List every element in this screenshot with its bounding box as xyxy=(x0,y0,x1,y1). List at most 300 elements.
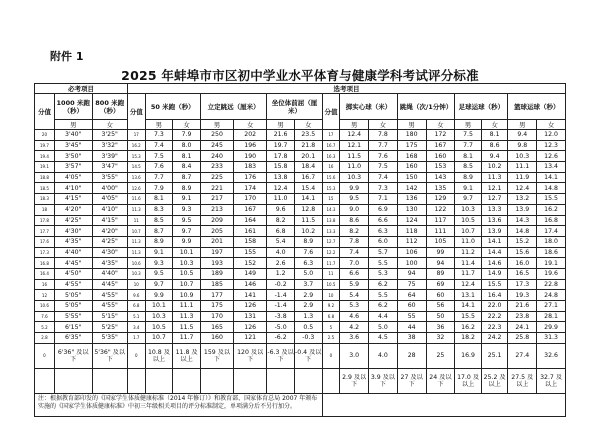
value-cell: 209 xyxy=(200,215,233,226)
value-cell: 5.0 xyxy=(369,322,398,333)
value-cell: 4'15" xyxy=(54,194,92,205)
table-row xyxy=(35,226,566,237)
value-cell: 175 xyxy=(200,301,233,312)
value-cell: 4.5 xyxy=(369,333,398,344)
value-cell: 15.8 xyxy=(267,162,295,173)
table-row xyxy=(35,268,566,279)
score-cell: 17.7 xyxy=(35,226,55,237)
score-cell: 17.3 xyxy=(35,247,55,258)
table-row xyxy=(35,162,566,173)
value-cell: 32.6 xyxy=(537,343,566,368)
value-cell: 135 xyxy=(426,183,455,194)
table-note: 注：根据教育部印发的《国家学生体质健康标准（2014 年修订）》和教育部、国家体育总局 2007 年颁布实施的《国家学生体质健康标准》中初三年级相关项目的评分标准制定，单项满分后不另行加分。 xyxy=(35,393,323,416)
value-cell: 175 xyxy=(397,140,426,151)
gender-label: 女 xyxy=(92,120,127,130)
value-cell: 197 xyxy=(200,247,233,258)
value-cell: 11.7 xyxy=(455,268,482,279)
value-cell: 75 xyxy=(397,279,426,290)
value-cell: 106 xyxy=(397,247,426,258)
value-cell: 4'45" xyxy=(92,279,127,290)
value-cell: 6.6 xyxy=(369,215,398,226)
value-cell: 22.2 xyxy=(481,311,508,322)
value-cell: 14.6 xyxy=(481,258,508,269)
value-cell: 7.7 xyxy=(369,140,398,151)
value-cell: 126 xyxy=(234,322,267,333)
value-cell: 190 xyxy=(234,151,267,162)
value-cell: 11.0 xyxy=(267,194,295,205)
value-cell: 160 xyxy=(200,333,233,344)
value-cell: 0.5 xyxy=(294,322,322,333)
value-cell: 55 xyxy=(397,311,426,322)
score-cell: 15.6 xyxy=(322,172,340,183)
score-cell: 13.8 xyxy=(322,215,340,226)
value-cell: 25.1 xyxy=(481,343,508,368)
value-cell: 4'00" xyxy=(92,183,127,194)
value-cell: 3'57" xyxy=(54,162,92,173)
value-cell: 7.9 xyxy=(173,130,201,141)
value-cell: 9.0 xyxy=(340,204,369,215)
value-cell: 14.4 xyxy=(481,247,508,258)
value-cell: 28 xyxy=(397,343,426,368)
score-cell: 10.7 xyxy=(127,226,145,237)
score-cell: 0 xyxy=(35,343,55,368)
value-cell: 6.2 xyxy=(369,301,398,312)
score-cell: 11.3 xyxy=(127,204,145,215)
value-cell: 8.6 xyxy=(340,215,369,226)
score-cell: 6.8 xyxy=(127,301,145,312)
value-cell: 8.6 xyxy=(481,140,508,151)
value-cell: 126 xyxy=(234,301,267,312)
value-cell: 10.2 xyxy=(294,226,322,237)
value-cell: -1.4 xyxy=(267,301,295,312)
value-cell: 24.2 xyxy=(481,333,508,344)
value-cell: 3.7 xyxy=(294,279,322,290)
value-cell: 4'05" xyxy=(92,194,127,205)
score-cell: 9.2 xyxy=(322,301,340,312)
value-cell: 5.9 xyxy=(340,279,369,290)
value-cell xyxy=(200,368,233,393)
value-cell: 5.5 xyxy=(369,290,398,301)
value-cell: 7.4 xyxy=(145,140,173,151)
value-cell: 12.4 xyxy=(267,183,295,194)
value-cell: 2.9 及以下 xyxy=(340,368,369,393)
value-cell: 24 及以下 xyxy=(426,368,455,393)
value-cell: 50 xyxy=(426,311,455,322)
value-cell: 9.4 xyxy=(508,130,537,141)
score-cell: 12.2 xyxy=(322,247,340,258)
table-row xyxy=(35,258,566,269)
value-cell: 12.3 xyxy=(537,140,566,151)
value-cell: 221 xyxy=(200,183,233,194)
attachment-label: 附件 1 xyxy=(50,50,84,63)
value-cell: 4'40" xyxy=(54,247,92,258)
score-cell: 12.6 xyxy=(127,183,145,194)
value-cell: 99 xyxy=(426,247,455,258)
value-cell: 9.9 xyxy=(340,183,369,194)
value-cell: -0.4 及以下 xyxy=(294,343,322,368)
value-cell: 8.5 xyxy=(455,162,482,173)
value-cell: 9.5 xyxy=(145,268,173,279)
value-cell: 170 xyxy=(234,194,267,205)
value-cell: 213 xyxy=(200,204,233,215)
value-cell: 8.7 xyxy=(173,172,201,183)
value-cell: 136 xyxy=(397,194,426,205)
value-cell: 7.5 xyxy=(145,151,173,162)
score-cell: 18.8 xyxy=(35,172,55,183)
value-cell: 25.8 xyxy=(508,333,537,344)
value-cell: 12.4 xyxy=(340,130,369,141)
value-cell: 9.5 xyxy=(340,194,369,205)
score-cell: 6.8 xyxy=(322,311,340,322)
value-cell: 12.1 xyxy=(340,140,369,151)
value-cell: 19.6 xyxy=(537,268,566,279)
value-cell: 5'05" xyxy=(54,290,92,301)
value-cell: 4'55" xyxy=(92,290,127,301)
value-cell: 14.1 xyxy=(455,301,482,312)
value-cell: 143 xyxy=(426,172,455,183)
value-cell: 56 xyxy=(426,301,455,312)
value-cell: 9.1 xyxy=(145,247,173,258)
value-cell: 27.4 xyxy=(508,343,537,368)
value-cell: 149 xyxy=(234,268,267,279)
value-cell: 14.8 xyxy=(508,226,537,237)
value-cell: 4.2 xyxy=(340,322,369,333)
score-cell: 5 xyxy=(322,322,340,333)
value-cell: 4.4 xyxy=(369,311,398,322)
score-cell: 16.7 xyxy=(322,140,340,151)
value-cell: 165 xyxy=(200,322,233,333)
value-cell: 9.7 xyxy=(145,279,173,290)
score-cell: 10 xyxy=(127,279,145,290)
value-cell: 60 xyxy=(426,290,455,301)
value-cell: 3'55" xyxy=(92,172,127,183)
score-cell: 11.7 xyxy=(322,258,340,269)
score-cell: 3.4 xyxy=(127,322,145,333)
value-cell: 3'47" xyxy=(92,162,127,173)
value-cell: 8.1 xyxy=(145,194,173,205)
value-cell: 10.7 xyxy=(173,279,201,290)
value-cell: 3'32" xyxy=(92,140,127,151)
value-cell: 4'30" xyxy=(54,226,92,237)
score-cell: 16.2 xyxy=(127,140,145,151)
value-cell: 4'15" xyxy=(92,215,127,226)
score-cell: 16 xyxy=(35,279,55,290)
score-cell: 7.6 xyxy=(35,311,55,322)
table-row xyxy=(35,368,566,393)
score-cell: 16.3 xyxy=(322,151,340,162)
value-cell: 7.6 xyxy=(294,247,322,258)
value-cell: 29.9 xyxy=(537,322,566,333)
value-cell: 9.9 xyxy=(145,290,173,301)
value-cell: 8.1 xyxy=(455,151,482,162)
value-cell: 5.3 xyxy=(369,268,398,279)
value-cell: 11.4 xyxy=(455,258,482,269)
header-basketball: 篮球运球（秒） xyxy=(508,94,566,120)
score-cell: 5.2 xyxy=(35,322,55,333)
score-cell: 18.5 xyxy=(35,183,55,194)
value-cell: 160 xyxy=(397,162,426,173)
value-cell: -5.0 xyxy=(267,322,295,333)
table-row xyxy=(35,151,566,162)
scoring-table xyxy=(34,83,566,417)
value-cell: 9.1 xyxy=(173,194,201,205)
score-cell: 10.5 xyxy=(322,279,340,290)
value-cell: 9.4 xyxy=(481,151,508,162)
header-rope: 跳绳（次/1分钟） xyxy=(397,94,455,120)
section-required: 必考项目 xyxy=(35,84,128,94)
gender-label: 男 xyxy=(267,120,295,130)
value-cell: 5'05" xyxy=(54,301,92,312)
score-cell: 16 xyxy=(322,162,340,173)
value-cell: 225 xyxy=(200,172,233,183)
score-cell: 10.6 xyxy=(35,301,55,312)
value-cell: 152 xyxy=(234,258,267,269)
table-row xyxy=(35,343,566,368)
value-cell: 27 及以下 xyxy=(397,368,426,393)
value-cell: 4'20" xyxy=(54,204,92,215)
score-cell xyxy=(127,368,145,393)
value-cell: 240 xyxy=(200,151,233,162)
value-cell: 16.2 xyxy=(537,204,566,215)
value-cell: 161 xyxy=(234,226,267,237)
value-cell: -3.8 xyxy=(267,311,295,322)
value-cell: 4'25" xyxy=(92,236,127,247)
value-cell: 21.6 xyxy=(267,130,295,141)
value-cell: 7.4 xyxy=(369,172,398,183)
header-score-elective-2: 分值 xyxy=(322,94,340,130)
value-cell: -6.3 及以下 xyxy=(267,343,295,368)
value-cell: 120 及以下 xyxy=(234,343,267,368)
score-cell: 9.6 xyxy=(127,290,145,301)
gender-label: 女 xyxy=(369,120,398,130)
table-row xyxy=(35,130,566,141)
value-cell: 129 xyxy=(426,194,455,205)
value-cell: 22.3 xyxy=(481,322,508,333)
value-cell: 7.7 xyxy=(455,140,482,151)
value-cell: 94 xyxy=(426,258,455,269)
score-cell: 2.8 xyxy=(35,333,55,344)
value-cell xyxy=(173,368,201,393)
value-cell: 160 xyxy=(426,151,455,162)
header-long-jump: 立定跳远（厘米） xyxy=(200,94,266,120)
value-cell: 21.8 xyxy=(294,140,322,151)
value-cell: 167 xyxy=(426,140,455,151)
value-cell: 172 xyxy=(426,130,455,141)
table-row xyxy=(35,290,566,301)
value-cell: 100 xyxy=(397,258,426,269)
score-cell: 2.5 xyxy=(322,333,340,344)
value-cell: 196 xyxy=(234,140,267,151)
value-cell: 15.5 xyxy=(455,311,482,322)
value-cell: 7.6 xyxy=(369,151,398,162)
value-cell: 1.3 xyxy=(294,311,322,322)
score-cell: 15.3 xyxy=(127,151,145,162)
header-score: 分值 xyxy=(35,94,55,130)
value-cell: 1.2 xyxy=(267,268,295,279)
score-cell: 11.3 xyxy=(127,236,145,247)
value-cell: -1.4 xyxy=(267,290,295,301)
value-cell: 12.8 xyxy=(294,204,322,215)
value-cell: 6.0 xyxy=(369,236,398,247)
value-cell: 7.6 xyxy=(145,162,173,173)
value-cell: 8.9 xyxy=(145,236,173,247)
value-cell: 11.5 xyxy=(294,215,322,226)
value-cell: 3'45" xyxy=(54,140,92,151)
value-cell: 183 xyxy=(234,162,267,173)
value-cell: 177 xyxy=(200,290,233,301)
value-cell: 32 xyxy=(426,333,455,344)
value-cell: 7.5 xyxy=(455,130,482,141)
value-cell: 13.8 xyxy=(267,172,295,183)
value-cell: 3.9 及以下 xyxy=(369,368,398,393)
value-cell: 5'25" xyxy=(92,322,127,333)
value-cell: 250 xyxy=(200,130,233,141)
score-cell: 0 xyxy=(322,343,340,368)
value-cell: 7.0 xyxy=(340,258,369,269)
value-cell: 14.1 xyxy=(537,172,566,183)
score-cell: 16.4 xyxy=(35,268,55,279)
value-cell: 3.6 xyxy=(340,333,369,344)
value-cell: 6.8 xyxy=(267,226,295,237)
value-cell: 16.8 xyxy=(537,215,566,226)
header-ball-throw: 掷实心球（米） xyxy=(340,94,398,120)
score-cell: 18 xyxy=(35,204,55,215)
value-cell: 20.1 xyxy=(294,151,322,162)
score-cell: 17 xyxy=(127,130,145,141)
value-cell: 7.9 xyxy=(145,183,173,194)
value-cell: 36 xyxy=(426,322,455,333)
table-row xyxy=(35,301,566,312)
score-cell: 11 xyxy=(127,215,145,226)
value-cell: 14.3 xyxy=(508,215,537,226)
value-cell: 4.0 xyxy=(369,343,398,368)
value-cell: 9.7 xyxy=(455,194,482,205)
value-cell: 7.4 xyxy=(340,247,369,258)
value-cell: 10.3 xyxy=(340,172,369,183)
score-cell: 13.6 xyxy=(127,172,145,183)
value-cell: 4'55" xyxy=(92,301,127,312)
score-cell: 11.6 xyxy=(127,194,145,205)
value-cell: 10.3 xyxy=(173,258,201,269)
value-cell: 25 xyxy=(426,343,455,368)
value-cell: 7.5 xyxy=(369,162,398,173)
score-cell: 19.7 xyxy=(35,140,55,151)
value-cell: -0.2 xyxy=(267,279,295,290)
value-cell: 6.2 xyxy=(369,279,398,290)
value-cell: 7.7 xyxy=(145,172,173,183)
value-cell: 5.5 xyxy=(369,258,398,269)
value-cell: 2.6 xyxy=(267,258,295,269)
value-cell: 24.1 xyxy=(508,322,537,333)
score-cell: 10 xyxy=(322,290,340,301)
value-cell xyxy=(92,368,127,393)
value-cell: 11.9 xyxy=(508,172,537,183)
value-cell: 5'35" xyxy=(92,333,127,344)
value-cell: 28.1 xyxy=(537,311,566,322)
score-cell: 13.3 xyxy=(322,226,340,237)
value-cell: 11.3 xyxy=(173,311,201,322)
gender-label: 男 xyxy=(340,120,369,130)
value-cell: 5'36" 及以下 xyxy=(92,343,127,368)
value-cell: 11.2 xyxy=(455,247,482,258)
gender-label: 女 xyxy=(481,120,508,130)
value-cell: 8.7 xyxy=(145,226,173,237)
value-cell: 22.8 xyxy=(537,279,566,290)
value-cell: 2.9 xyxy=(294,301,322,312)
value-cell: 124 xyxy=(397,215,426,226)
value-cell: 12.4 xyxy=(455,279,482,290)
value-cell: 14.8 xyxy=(537,183,566,194)
value-cell: 14.1 xyxy=(294,194,322,205)
score-cell: 0 xyxy=(127,343,145,368)
value-cell: 4'50" xyxy=(54,268,92,279)
header-1000m: 1000 米跑（秒） xyxy=(54,94,92,120)
value-cell: 10.5 xyxy=(145,322,173,333)
value-cell: 15.6 xyxy=(508,247,537,258)
value-cell: 217 xyxy=(200,194,233,205)
value-cell: 6.3 xyxy=(294,258,322,269)
score-cell: 11 xyxy=(322,268,340,279)
value-cell: 4'05" xyxy=(54,172,92,183)
value-cell: 4'25" xyxy=(54,215,92,226)
value-cell: 10.1 xyxy=(145,301,173,312)
value-cell: 15.2 xyxy=(508,236,537,247)
value-cell: 32.7 及以上 xyxy=(537,368,566,393)
value-cell: 13.2 xyxy=(508,194,537,205)
header-sit-reach: 坐位体前屈（厘米） xyxy=(267,94,322,120)
value-cell: 27.1 xyxy=(537,301,566,312)
value-cell: 8.9 xyxy=(294,236,322,247)
value-cell: 4'55" xyxy=(54,279,92,290)
value-cell: 16.7 xyxy=(294,172,322,183)
value-cell: 3'25" xyxy=(92,130,127,141)
value-cell: 11.0 xyxy=(455,236,482,247)
gender-label: 女 xyxy=(537,120,566,130)
value-cell: 8.4 xyxy=(173,162,201,173)
value-cell: 8.5 xyxy=(145,215,173,226)
value-cell: 10.7 xyxy=(145,333,173,344)
table-row xyxy=(35,322,566,333)
score-cell: 15 xyxy=(322,194,340,205)
value-cell: 27.5 及以上 xyxy=(508,368,537,393)
table-row xyxy=(35,236,566,247)
score-cell: 12.7 xyxy=(322,236,340,247)
value-cell: 18.0 xyxy=(537,236,566,247)
score-cell: 17.6 xyxy=(35,236,55,247)
value-cell: 6'36" 及以下 xyxy=(54,343,92,368)
value-cell: 13.1 xyxy=(455,290,482,301)
table-row xyxy=(35,279,566,290)
value-cell: 180 xyxy=(397,130,426,141)
value-cell: 131 xyxy=(234,311,267,322)
score-cell: 5.1 xyxy=(127,311,145,322)
gender-label: 男 xyxy=(508,120,537,130)
value-cell: 13.3 xyxy=(481,204,508,215)
value-cell xyxy=(294,368,322,393)
score-cell: 20 xyxy=(35,130,55,141)
gender-label: 男 xyxy=(397,120,426,130)
value-cell: 164 xyxy=(234,215,267,226)
table-row xyxy=(35,140,566,151)
value-cell: 16.2 xyxy=(455,322,482,333)
value-cell: 10.3 xyxy=(455,204,482,215)
value-cell: 12.4 xyxy=(508,183,537,194)
value-cell: 10.7 xyxy=(455,226,482,237)
value-cell: 9.5 xyxy=(173,215,201,226)
value-cell: 4'20" xyxy=(92,226,127,237)
value-cell: 8.1 xyxy=(481,130,508,141)
value-cell: 22.0 xyxy=(481,301,508,312)
